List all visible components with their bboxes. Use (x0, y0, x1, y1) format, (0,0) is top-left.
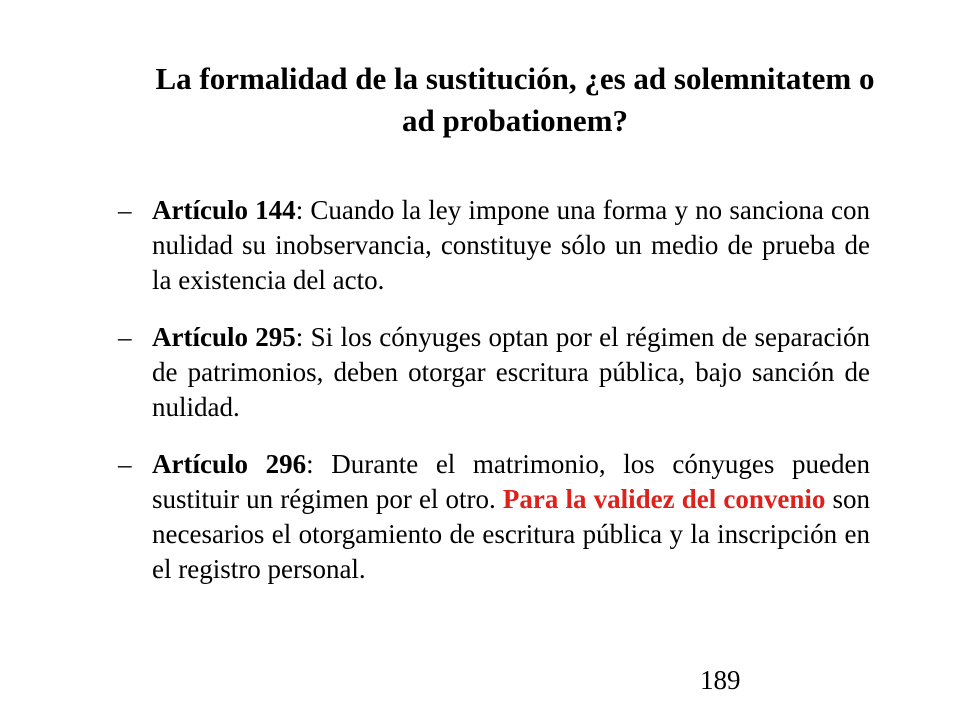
article-text: : Si los cónyuges optan por el régimen de separación de patrimonios, deben otorgar escritura pública, bajo sanción de nulidad. (152, 322, 870, 422)
bullet-dash: – (118, 449, 132, 479)
list-item-article-295 (110, 320, 870, 425)
bullet-dash: – (118, 322, 132, 352)
bullet-dash: – (118, 195, 132, 225)
article-label: Artículo 295 (152, 322, 296, 352)
article-text: : Cuando la ley impone una forma y no sanciona con nulidad su inobservancia, constituye sólo un medio de prueba de la existencia del acto. (152, 195, 870, 295)
article-text-before: : Durante el matrimonio, los cónyuges pueden sustituir un régimen por el otro. (152, 449, 870, 514)
article-text-after: son necesarios el otorgamiento de escritura pública y la inscripción en el registro personal. (152, 484, 871, 584)
list-item-article-296 (110, 447, 870, 587)
list-item-article-144 (110, 193, 870, 298)
slide-title: La formalidad de la sustitución, ¿es ad solemnitatem o ad probationem? (155, 61, 875, 138)
article-label: Artículo 144 (152, 195, 296, 225)
article-label: Artículo 296 (152, 449, 307, 479)
page-number: 189 (700, 665, 741, 695)
highlighted-text: Para la validez del convenio (502, 484, 826, 514)
article-list (110, 193, 870, 609)
